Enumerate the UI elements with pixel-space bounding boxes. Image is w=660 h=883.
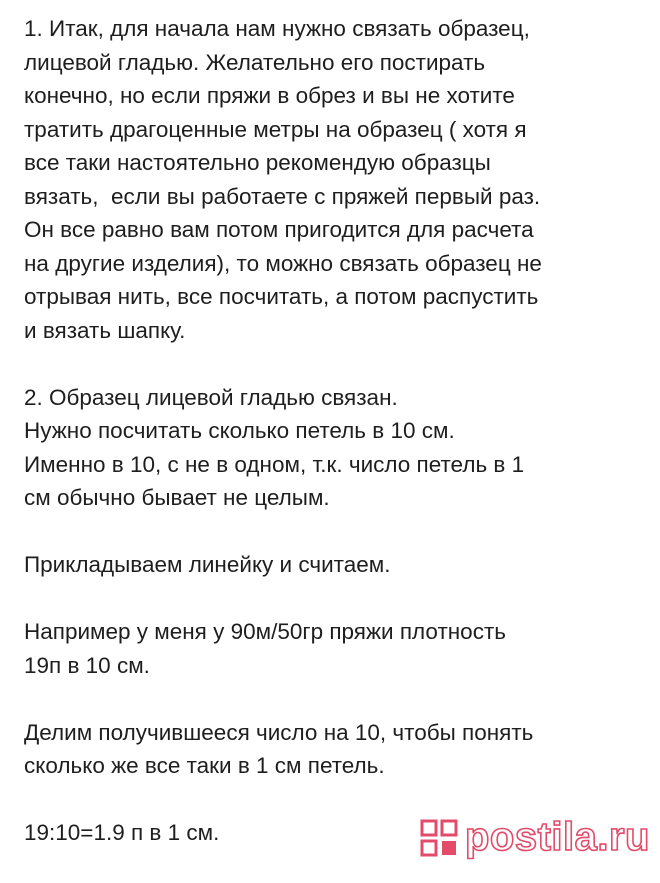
text-line: сколько же все таки в 1 см петель. [24, 753, 385, 778]
article-text [24, 12, 654, 883]
text-line: на другие изделия), то можно связать образец не [24, 250, 542, 276]
text-line: Нужно посчитать сколько петель в 10 см. [24, 418, 455, 443]
text-line: 19:10=1.9 п в 1 см. [24, 820, 220, 845]
postila-logo-icon [419, 818, 459, 858]
paragraph-1 [24, 12, 654, 347]
text-line: Например у меня у 90м/50гр пряжи плотность [24, 619, 506, 644]
paragraph-4 [24, 615, 654, 682]
text-line: Он все равно вам потом пригодится для расчета [24, 217, 534, 242]
text-line: Делим получившееся число на 10, чтобы понять [24, 719, 534, 745]
text-line: см обычно бывает не целым. [24, 485, 330, 510]
text-line: Именно в 10, с не в одном, т.к. число петель в 1 [24, 451, 525, 477]
text-line: вязать, если вы работаете с пряжей первый раз. [24, 183, 541, 209]
paragraph-5 [24, 716, 654, 783]
text-line: 1. Итак, для начала нам нужно связать образец, [24, 16, 530, 41]
text-line: 19п в 10 см. [24, 652, 150, 678]
text-line: и вязать шапку. [24, 317, 186, 343]
text-line: конечно, но если пряжи в обрез и вы не хотите [24, 83, 515, 108]
text-line: тратить драгоценные метры на образец ( хотя я [24, 116, 527, 142]
text-line: все таки настоятельно рекомендую образцы [24, 150, 491, 175]
paragraph-3 [24, 548, 654, 582]
text-line: 2. Образец лицевой гладью связан. [24, 384, 398, 410]
postila-watermark [419, 815, 650, 860]
text-line: отрывая нить, все посчитать, а потом распустить [24, 284, 539, 309]
watermark-text: postila.ru [464, 815, 650, 859]
text-line: лицевой гладью. Желательно его постирать [24, 49, 486, 75]
paragraph-2 [24, 381, 654, 515]
text-line: Прикладываем линейку и считаем. [24, 552, 391, 577]
